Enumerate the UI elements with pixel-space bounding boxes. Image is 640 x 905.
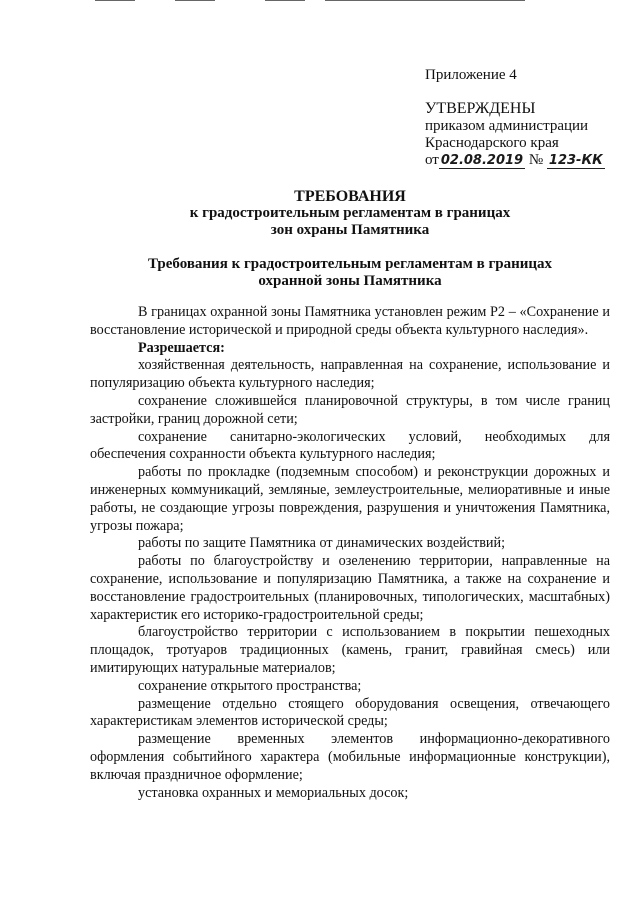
list-item: работы по прокладке (подземным способом) и реконструкции дорожных и инженерных коммуникаций, земляные, землеустроительные, мелиоративные и иные работы, не создающие угрозы повреждения, разрушения и уничтожения Памятника, угрозы пожара;: [90, 464, 610, 534]
number-prefix: №: [528, 152, 544, 168]
approval-heading: УТВЕРЖДЕНЫ: [425, 100, 536, 117]
list-item: работы по защите Памятника от динамических воздействий;: [138, 535, 506, 552]
section-subtitle: [90, 256, 610, 290]
subtitle-line-1: Требования к градостроительным регламентам в границах: [147, 256, 553, 272]
title-line-3: зон охраны Памятника: [270, 222, 430, 238]
approval-line-2: Краснодарского края: [425, 135, 559, 151]
list-item: установка охранных и мемориальных досок;: [138, 784, 409, 801]
document-title: [90, 188, 610, 239]
appendix-label: Приложение 4: [425, 67, 517, 83]
list-item: размещение отдельно стоящего оборудования освещения, отвечающего характеристикам элементов исторической среды;: [90, 695, 610, 730]
allowed-heading: Разрешается:: [138, 339, 225, 356]
intro-paragraph: В границах охранной зоны Памятника установлен режим Р2 – «Сохранение и восстановление исторической и природной среды объекта культурного наследия».: [90, 304, 610, 338]
list-item: сохранение сложившейся планировочной структуры, в том числе границ застройки, границ дорожной сети;: [90, 392, 610, 427]
scan-edge-line: [265, 0, 305, 1]
approval-date-line: [425, 152, 605, 169]
list-item: сохранение санитарно-экологических условий, необходимых для обеспечения сохранности объекта культурного наследия;: [90, 428, 610, 463]
approval-block: [425, 100, 605, 169]
date-prefix: от: [425, 152, 439, 168]
handwritten-number: 123-КК: [548, 153, 603, 168]
list-item: хозяйственная деятельность, направленная на сохранение, использование и популяризацию объекта культурного наследия;: [90, 357, 610, 392]
list-item: размещение временных элементов информационно-декоративного оформления событийного характера (мобильные информационные конструкции), включая праздничное оформление;: [90, 731, 610, 783]
scan-edge-line: [95, 0, 135, 1]
approval-line-1: приказом администрации: [425, 118, 589, 134]
list-item: благоустройство территории с использованием в покрытии пешеходных площадок, тротуаров традиционных (камень, гранит, гравийная смесь) или имитирующих натуральные материалов;: [90, 624, 610, 676]
subtitle-line-2: охранной зоны Памятника: [258, 273, 442, 289]
scan-edge-line: [175, 0, 215, 1]
list-item: работы по благоустройству и озеленению территории, направленные на сохранение, использование и популяризацию Памятника, а также на сохранение и восстановление градостроительных (планировочных, типологических, масштабных) характеристик его историко-градостроительной среды;: [90, 553, 610, 623]
document-body: [90, 304, 610, 802]
title-line-2: к градостроительным регламентам в границах: [189, 205, 511, 221]
scan-edge-line: [325, 0, 525, 1]
title-line-1: ТРЕБОВАНИЯ: [294, 188, 406, 205]
handwritten-date: 02.08.2019: [440, 153, 524, 168]
list-item: сохранение открытого пространства;: [138, 677, 362, 694]
